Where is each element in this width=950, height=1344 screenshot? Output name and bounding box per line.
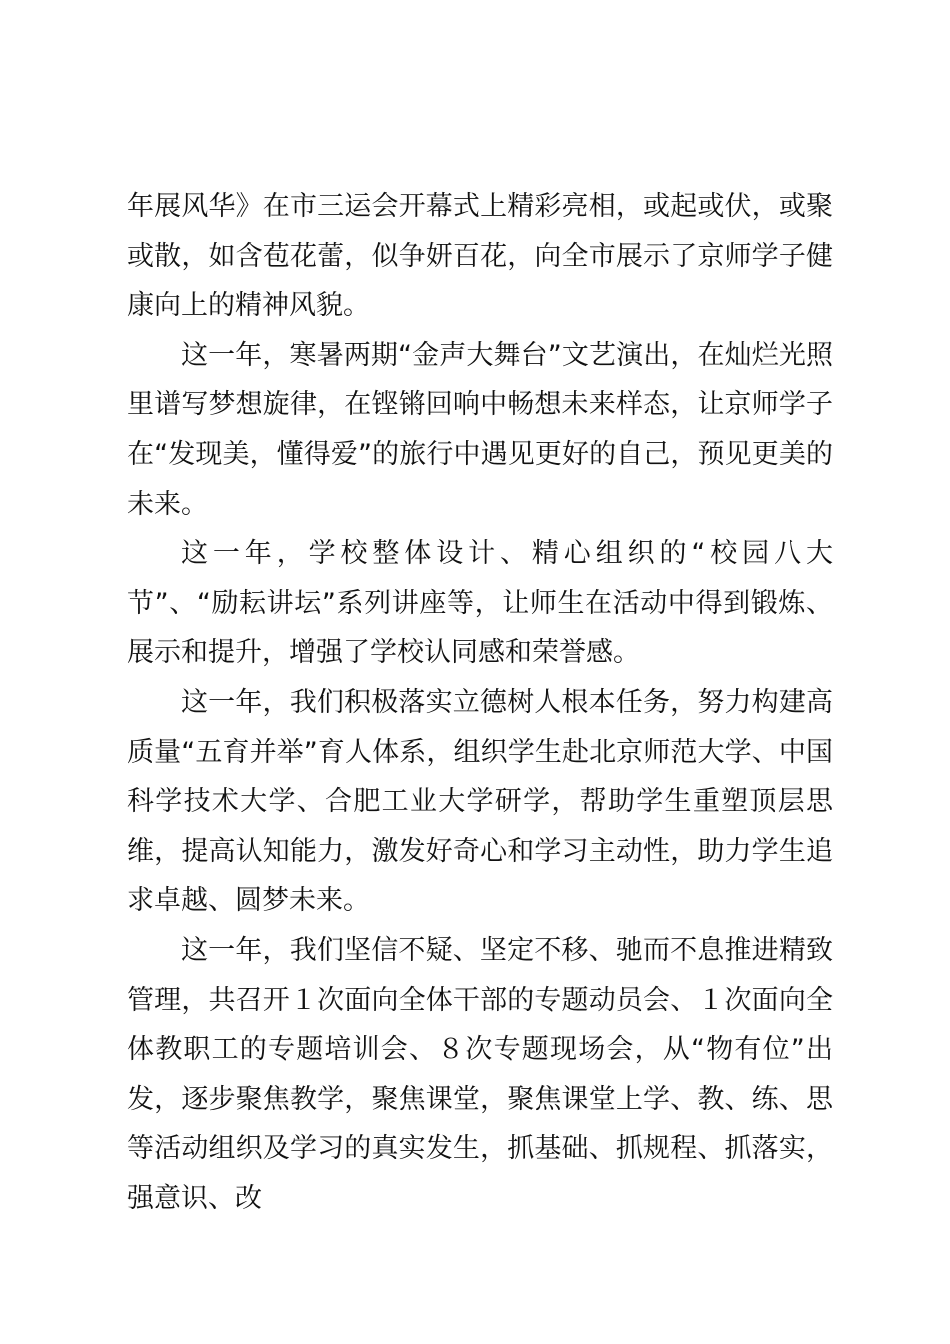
paragraph-3: 这一年，学校整体设计、精心组织的“校园八大节”、“励耘讲坛”系列讲座等，让师生在活动中得到锻炼、展示和提升，增强了学校认同感和荣誉感。: [127, 538, 833, 669]
document-body: [127, 182, 833, 1223]
paragraph-2: 这一年，寒暑两期“金声大舞台”文艺演出，在灿烂光照里谱写梦想旋律，在铿锵回响中畅想未来样态，让京师学子在“发现美，懂得爱”的旅行中遇见更好的自己，预见更美的未来。: [127, 339, 833, 520]
paragraph-1: 年展风华》在市三运会开幕式上精彩亮相，或起或伏，或聚或散，如含苞花蕾，似争妍百花，向全市展示了京师学子健康向上的精神风貌。: [127, 191, 833, 322]
paragraph-4: 这一年，我们积极落实立德树人根本任务，努力构建高质量“五育并举”育人体系，组织学生赴北京师范大学、中国科学技术大学、合肥工业大学研学，帮助学生重塑顶层思维，提高认知能力，激发好奇心和学习主动性，助力学生追求卓越、圆梦未来。: [127, 686, 833, 917]
paragraph-5: 这一年，我们坚信不疑、坚定不移、驰而不息推进精致管理，共召开１次面向全体干部的专题动员会、１次面向全体教职工的专题培训会、８次专题现场会，从“物有位”出发，逐步聚焦教学，聚焦课堂，聚焦课堂上学、教、练、思等活动组织及学习的真实发生，抓基础、抓规程、抓落实，强意识、改: [127, 934, 833, 1214]
